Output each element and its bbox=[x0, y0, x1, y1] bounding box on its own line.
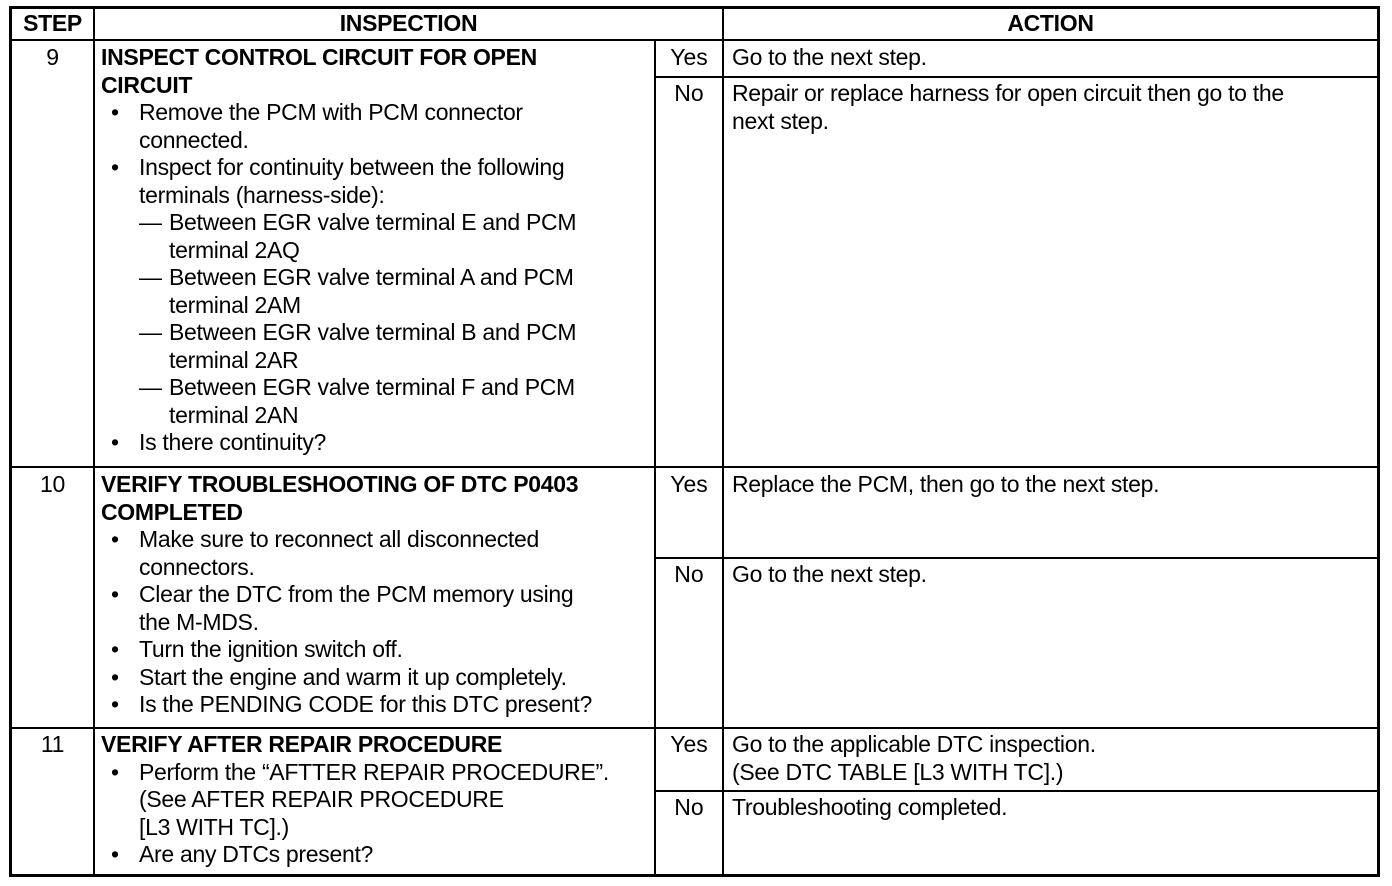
action-col-divider bbox=[722, 6, 724, 877]
yes-action bbox=[732, 44, 1372, 72]
header-divider bbox=[9, 39, 1380, 41]
sub-item bbox=[101, 264, 651, 292]
action-line: Repair or replace harness for open circuit then go to the bbox=[732, 80, 1284, 106]
bullet-item: • Perform the “AFTTER REPAIR PROCEDURE”. bbox=[101, 759, 651, 787]
sub-item-text: Between EGR valve terminal A and PCM bbox=[169, 264, 574, 290]
yes-label: Yes bbox=[670, 44, 708, 70]
bullet-continuation: (See AFTER REPAIR PROCEDURE bbox=[139, 786, 504, 812]
sub-item-continuation: terminal 2AN bbox=[169, 401, 299, 428]
yes-no-divider-11 bbox=[654, 790, 1380, 792]
row-divider-9-10 bbox=[9, 466, 1380, 468]
action-line: Go to the next step. bbox=[732, 561, 927, 587]
sub-item bbox=[101, 319, 651, 347]
row-divider-10-11 bbox=[9, 727, 1380, 729]
bullet-continuation: terminals (harness-side): bbox=[139, 181, 385, 208]
header-action: ACTION bbox=[1007, 10, 1094, 36]
bullet-item: • Inspect for continuity between the following bbox=[101, 154, 651, 182]
no-action bbox=[732, 561, 1372, 589]
sub-item bbox=[101, 374, 651, 402]
bullet-item: • Is there continuity? bbox=[101, 429, 651, 457]
yes-no-divider-10 bbox=[654, 557, 1380, 559]
dash-marker: — bbox=[139, 374, 162, 400]
action-line: next step. bbox=[732, 107, 829, 134]
dash-marker: — bbox=[139, 209, 162, 235]
no-label: No bbox=[674, 80, 704, 106]
sub-item-text: Between EGR valve terminal B and PCM bbox=[169, 319, 577, 345]
bullet-item: • Remove the PCM with PCM connector bbox=[101, 99, 651, 127]
no-label: No bbox=[674, 794, 704, 820]
no-action bbox=[732, 794, 1372, 822]
sub-item-continuation: terminal 2AQ bbox=[169, 236, 300, 263]
action-line: Troubleshooting completed. bbox=[732, 794, 1008, 820]
step-number: 9 bbox=[46, 44, 59, 70]
bullet-continuation: connected. bbox=[139, 126, 249, 153]
dash-marker: — bbox=[139, 264, 162, 290]
sub-item-text: Between EGR valve terminal F and PCM bbox=[169, 374, 575, 400]
step-col-divider bbox=[93, 6, 95, 877]
border-top bbox=[9, 6, 1380, 9]
bullet-item: • Turn the ignition switch off. bbox=[101, 636, 651, 664]
bullet-item: • Are any DTCs present? bbox=[101, 841, 651, 869]
bullet-item: • Make sure to reconnect all disconnected bbox=[101, 526, 651, 554]
bullet-continuation: the M-MDS. bbox=[139, 608, 259, 635]
action-line: Replace the PCM, then go to the next step. bbox=[732, 471, 1160, 497]
header-inspection: INSPECTION bbox=[339, 10, 478, 36]
yes-no-divider-9 bbox=[654, 76, 1380, 78]
bullet-item: • Is the PENDING CODE for this DTC present? bbox=[101, 691, 651, 719]
header-step: STEP bbox=[23, 10, 82, 36]
bullet-item: • Start the engine and warm it up completely. bbox=[101, 664, 651, 692]
action-line: Go to the applicable DTC inspection. bbox=[732, 731, 1096, 757]
sub-item bbox=[101, 209, 651, 237]
yes-action bbox=[732, 731, 1372, 786]
bullet-continuation: connectors. bbox=[139, 553, 255, 580]
inspection-cell bbox=[101, 44, 651, 457]
sub-item-continuation: terminal 2AR bbox=[169, 346, 299, 373]
action-line: (See DTC TABLE [L3 WITH TC].) bbox=[732, 758, 1064, 785]
yes-label: Yes bbox=[670, 731, 708, 757]
inspection-cell bbox=[101, 471, 651, 719]
sub-item-continuation: terminal 2AM bbox=[169, 291, 301, 318]
inspection-title: COMPLETED bbox=[101, 498, 243, 525]
no-label: No bbox=[674, 561, 704, 587]
yes-action bbox=[732, 471, 1372, 499]
step-number: 11 bbox=[40, 731, 65, 757]
yes-label: Yes bbox=[670, 471, 708, 497]
sub-item-text: Between EGR valve terminal E and PCM bbox=[169, 209, 577, 235]
inspection-cell bbox=[101, 731, 651, 869]
border-right bbox=[1377, 6, 1380, 877]
inspection-title: VERIFY TROUBLESHOOTING OF DTC P0403 bbox=[101, 471, 579, 497]
bullet-item: • Clear the DTC from the PCM memory using bbox=[101, 581, 651, 609]
no-action bbox=[732, 80, 1372, 135]
dash-marker: — bbox=[139, 319, 162, 345]
step-number: 10 bbox=[40, 471, 65, 497]
action-line: Go to the next step. bbox=[732, 44, 927, 70]
bullet-continuation: [L3 WITH TC].) bbox=[139, 813, 289, 840]
border-bottom bbox=[9, 874, 1380, 877]
inspection-title: CIRCUIT bbox=[101, 71, 193, 98]
inspection-title: VERIFY AFTER REPAIR PROCEDURE bbox=[101, 731, 503, 757]
inspection-title: INSPECT CONTROL CIRCUIT FOR OPEN bbox=[101, 44, 537, 70]
